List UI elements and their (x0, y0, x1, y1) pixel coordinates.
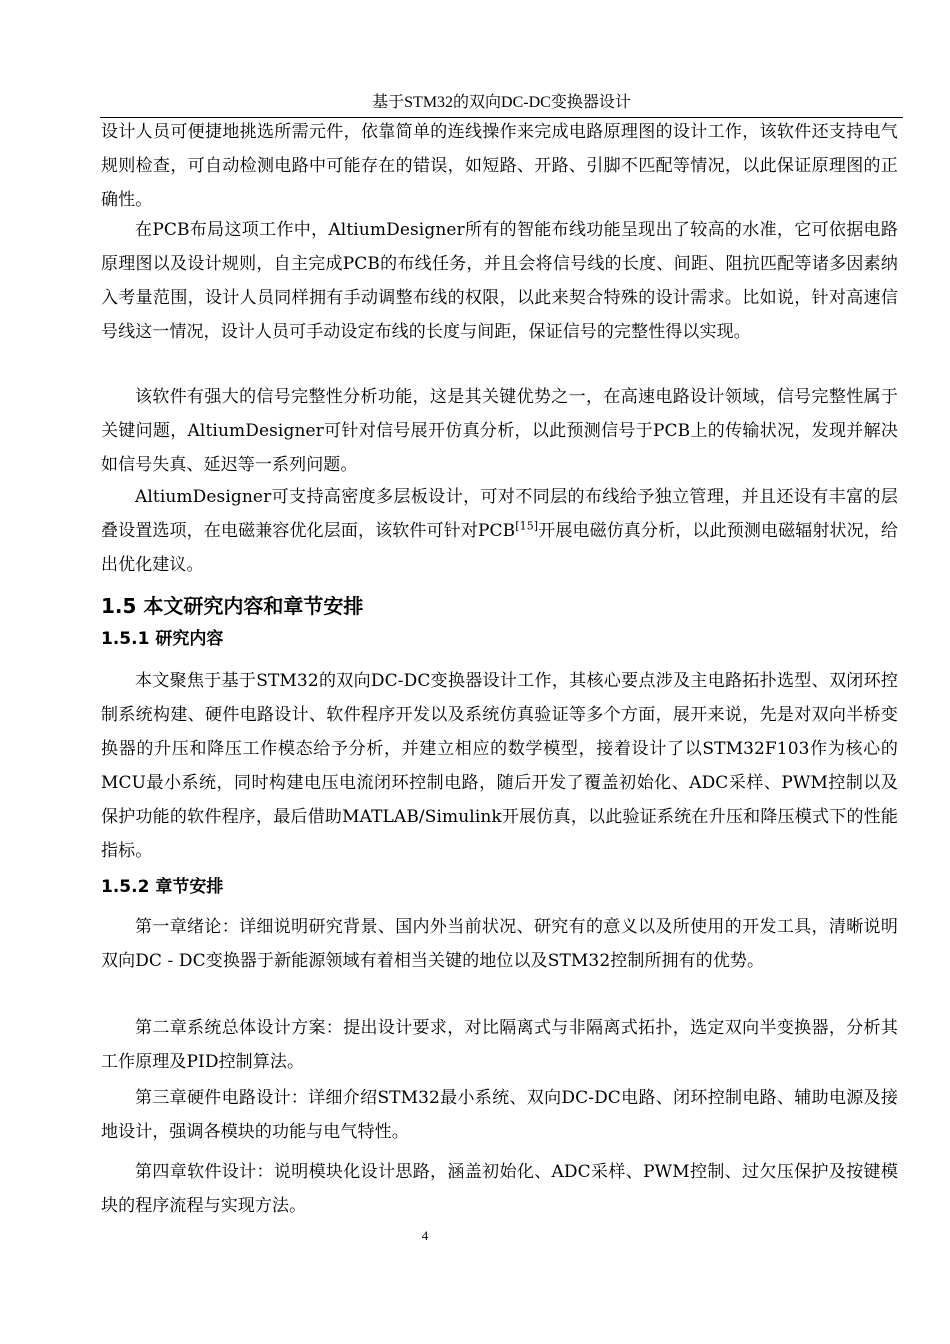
paragraph-text-part2: 开展电磁仿真分析，以此预测电磁辐射状况，给出优化建议。 (101, 521, 899, 575)
paragraph-chapter-4: 第四章软件设计：说明模块化设计思路，涵盖初始化、ADC采样、PWM控制、过欠压保护及按键模块的程序流程与实现方法。 (101, 1162, 898, 1216)
page-number: 4 (421, 1228, 429, 1243)
paragraph-schematic-design: 设计人员可便捷地挑选所需元件，依靠简单的连线操作来完成电路原理图的设计工作，该软件还支持电气规则检查，可自动检测电路中可能存在的错误，如短路、开路、引脚不匹配等情况，以此保证原理图的正确性。 (101, 122, 898, 210)
citation-ref: [15] (515, 519, 539, 533)
subsection-heading-1-5-1: 1.5.1 研究内容 (101, 629, 224, 649)
paragraph-chapter-1: 第一章绪论：详细说明研究背景、国内外当前状况、研究有的意义以及所使用的开发工具，清晰说明双向DC - DC变换器于新能源领域有着相当关键的地位以及STM32控制所拥有的优势。 (101, 917, 898, 971)
section-heading-1-5: 1.5 本文研究内容和章节安排 (101, 594, 364, 618)
paragraph-chapter-2: 第二章系统总体设计方案：提出设计要求，对比隔离式与非隔离式拓扑，选定双向半变换器，分析其工作原理及PID控制算法。 (101, 1018, 898, 1072)
paragraph-pcb-layout: 在PCB布局这项工作中，AltiumDesigner所有的智能布线功能呈现出了较高的水准，它可依据电路原理图以及设计规则，自主完成PCB的布线任务，并且会将信号线的长度、间距、阻抗匹配等诸多因素纳入考量范围，设计人员同样拥有手动调整布线的权限，以此来契合特殊的设计需求。比如说，针对高速信号线这一情况，设计人员可手动设定布线的长度与间距，保证信号的完整性得以实现。 (101, 220, 898, 342)
subsection-heading-1-5-2: 1.5.2 章节安排 (101, 877, 224, 897)
paragraph-text-part1: AltiumDesigner可支持高密度多层板设计，可对不同层的布线给予独立管理，并且还设有丰富的层叠设置选项，在电磁兼容优化层面，该软件可针对PCB (101, 487, 898, 541)
paragraph-signal-integrity: 该软件有强大的信号完整性分析功能，这是其关键优势之一，在高速电路设计领域，信号完整性属于关键问题，AltiumDesigner可针对信号展开仿真分析，以此预测信号于PCB上的传输状况，发现并解决如信号失真、延迟等一系列问题。 (101, 387, 898, 475)
paragraph-research-content: 本文聚焦于基于STM32的双向DC-DC变换器设计工作，其核心要点涉及主电路拓扑选型、双闭环控制系统构建、硬件电路设计、软件程序开发以及系统仿真验证等多个方面，展开来说，先是对双向半桥变换器的升压和降压工作模态给予分析，并建立相应的数学模型，接着设计了以STM32F103作为核心的MCU最小系统，同时构建电压电流闭环控制电路，随后开发了覆盖初始化、ADC采样、PWM控制以及保护功能的软件程序，最后借助MATLAB/Simulink开展仿真，以此验证系统在升压和降压模式下的性能指标。 (101, 671, 898, 861)
running-header: 基于STM32的双向DC-DC变换器设计 (372, 94, 631, 111)
paragraph-chapter-3: 第三章硬件电路设计：详细介绍STM32最小系统、双向DC-DC电路、闭环控制电路、辅助电源及接地设计，强调各模块的功能与电气特性。 (101, 1088, 898, 1142)
paragraph-multilayer-emc (101, 480, 898, 582)
